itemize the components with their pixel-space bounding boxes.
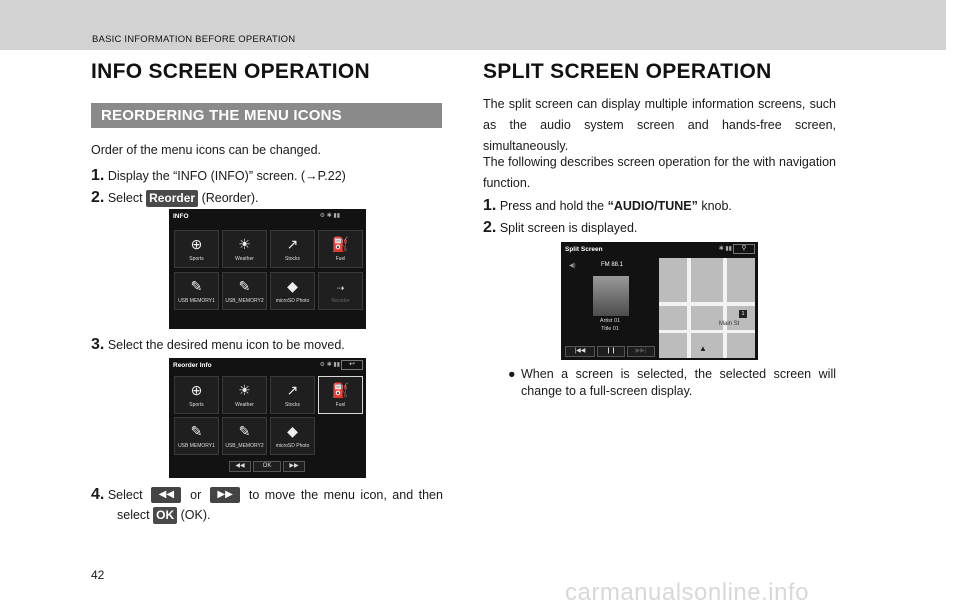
map-pane[interactable]	[659, 258, 755, 358]
fuel-icon: ⛽	[331, 236, 350, 252]
header-bar	[0, 0, 946, 50]
watermark: carmanualsonline.info	[565, 579, 809, 606]
section-label: BASIC INFORMATION BEFORE OPERATION	[92, 34, 296, 45]
fast-forward-icon: ▶▶	[289, 463, 299, 469]
speaker-icon: ◀)	[569, 263, 576, 269]
step-1: 1. Display the “INFO (INFO)” screen. (→P.22)	[91, 167, 346, 184]
tile-stocks[interactable]: ↗ Stocks	[270, 230, 315, 268]
sd-card-icon: ◆	[287, 423, 298, 439]
reorder-top-bar	[169, 358, 366, 372]
tile-sports[interactable]: ⊕ Sports	[174, 230, 219, 268]
tile-fuel[interactable]: ⛽ Fuel	[318, 230, 363, 268]
usb-icon: ✎	[238, 423, 251, 439]
sd-card-icon: ◆	[287, 278, 298, 294]
status-icons: ⚙ ✱ ▮▮	[319, 213, 340, 219]
settings-icon[interactable]: ⚲	[733, 244, 755, 254]
step-4	[91, 486, 443, 524]
pause-icon: ❙❙	[605, 348, 617, 354]
map-road	[723, 258, 727, 358]
next-icon: ▶▶|	[635, 348, 647, 354]
subheading: REORDERING THE MENU ICONS	[91, 103, 442, 128]
reorder-screen-title: Reorder Info	[173, 362, 212, 369]
step-4-line1: 4. Select ◀◀ or ▶▶ to move the menu icon, and then	[91, 486, 443, 503]
fuel-icon: ⛽	[331, 382, 350, 398]
tile-usb-memory2[interactable]: ✎ USB_MEMORY2	[222, 272, 267, 310]
usb-icon: ✎	[190, 423, 203, 439]
stocks-icon: ↗	[286, 236, 299, 252]
audio-pane[interactable]	[565, 258, 655, 346]
right-title: SPLIT SCREEN OPERATION	[483, 60, 772, 83]
fast-forward-button-icon: ▶▶	[210, 487, 240, 503]
usb-icon: ✎	[190, 278, 203, 294]
map-street-label: Main St	[719, 321, 740, 327]
artist-label: Artist 01	[599, 318, 621, 324]
tile-stocks[interactable]: ↗ Stocks	[270, 376, 315, 414]
status-icons: ✱ ▮▮	[718, 246, 732, 252]
tile-usb-memory1[interactable]: ✎ USB MEMORY1	[174, 272, 219, 310]
tile-weather[interactable]: ☀ Weather	[222, 376, 267, 414]
pause-button[interactable]	[597, 346, 625, 357]
split-screen-title: Split Screen	[565, 246, 603, 253]
bullet-note: ● When a screen is selected, the selected screen will change to a full-screen display.	[508, 367, 836, 398]
split-para-2: The following describes screen operation for the with navigation function.	[483, 155, 836, 190]
tile-fuel-selected[interactable]: ⛽ Fuel	[318, 376, 363, 414]
reorder-icon: ⇢	[336, 283, 345, 293]
map-road	[659, 302, 755, 306]
previous-track-button[interactable]	[565, 346, 595, 357]
step-2: 2. Select Reorder (Reorder).	[91, 189, 259, 206]
track-label: Title 01	[601, 326, 619, 332]
sports-icon: ⊕	[190, 236, 203, 252]
weather-icon: ☀	[238, 382, 251, 398]
intro-text: Order of the menu icons can be changed.	[91, 143, 322, 157]
stocks-icon: ↗	[286, 382, 299, 398]
map-road	[687, 258, 691, 358]
tile-reorder[interactable]: ⇢ Reorder	[318, 272, 363, 310]
status-icons: ⚙ ✱ ▮▮	[319, 362, 340, 368]
tile-usb-memory2[interactable]: ✎ USB_MEMORY2	[222, 417, 267, 455]
info-screen-title: INFO	[173, 213, 189, 220]
rewind-icon: ◀◀	[235, 463, 245, 469]
tile-usb-memory1[interactable]: ✎ USB MEMORY1	[174, 417, 219, 455]
next-track-button[interactable]	[627, 346, 655, 357]
bullet-dot-icon: ●	[508, 367, 516, 381]
move-right-button[interactable]	[283, 461, 305, 472]
tile-sports[interactable]: ⊕ Sports	[174, 376, 219, 414]
album-art	[593, 276, 629, 316]
info-top-bar	[169, 209, 366, 223]
ok-button[interactable]: OK	[253, 461, 281, 472]
info-screen	[169, 209, 366, 329]
rewind-button-icon: ◀◀	[151, 487, 181, 503]
map-road	[659, 330, 755, 333]
tile-weather[interactable]: ☀ Weather	[222, 230, 267, 268]
previous-icon: |◀◀	[574, 348, 586, 354]
tile-microsd-photo[interactable]: ◆ microSD Photo	[270, 417, 315, 455]
weather-icon: ☀	[238, 236, 251, 252]
move-left-button[interactable]	[229, 461, 251, 472]
station-label: FM 88.1	[601, 262, 624, 268]
route-shield-icon: 1	[739, 310, 747, 318]
reorder-screen	[169, 358, 366, 478]
split-step-2: 2. Split screen is displayed.	[483, 219, 638, 236]
split-step-1: 1. Press and hold the “AUDIO/TUNE” knob.	[483, 197, 732, 214]
reorder-button[interactable]: Reorder	[146, 190, 198, 207]
step-3: 3. Select the desired menu icon to be moved.	[91, 336, 345, 353]
step-4-line2: select OK (OK).	[117, 508, 211, 522]
split-screen	[561, 242, 758, 360]
page-number: 42	[91, 568, 105, 582]
ok-tag[interactable]: OK	[153, 507, 177, 524]
tile-microsd-photo[interactable]: ◆ microSD Photo	[270, 272, 315, 310]
back-icon[interactable]: ↩	[341, 360, 363, 370]
split-para-1: The split screen can display multiple information screens, such as the audio system screen and hands-free screen, simultaneously.	[483, 97, 836, 153]
usb-icon: ✎	[238, 278, 251, 294]
left-title: INFO SCREEN OPERATION	[91, 60, 370, 83]
vehicle-position-icon: ▲	[699, 344, 707, 353]
sports-icon: ⊕	[190, 382, 203, 398]
split-top-bar	[561, 242, 758, 256]
